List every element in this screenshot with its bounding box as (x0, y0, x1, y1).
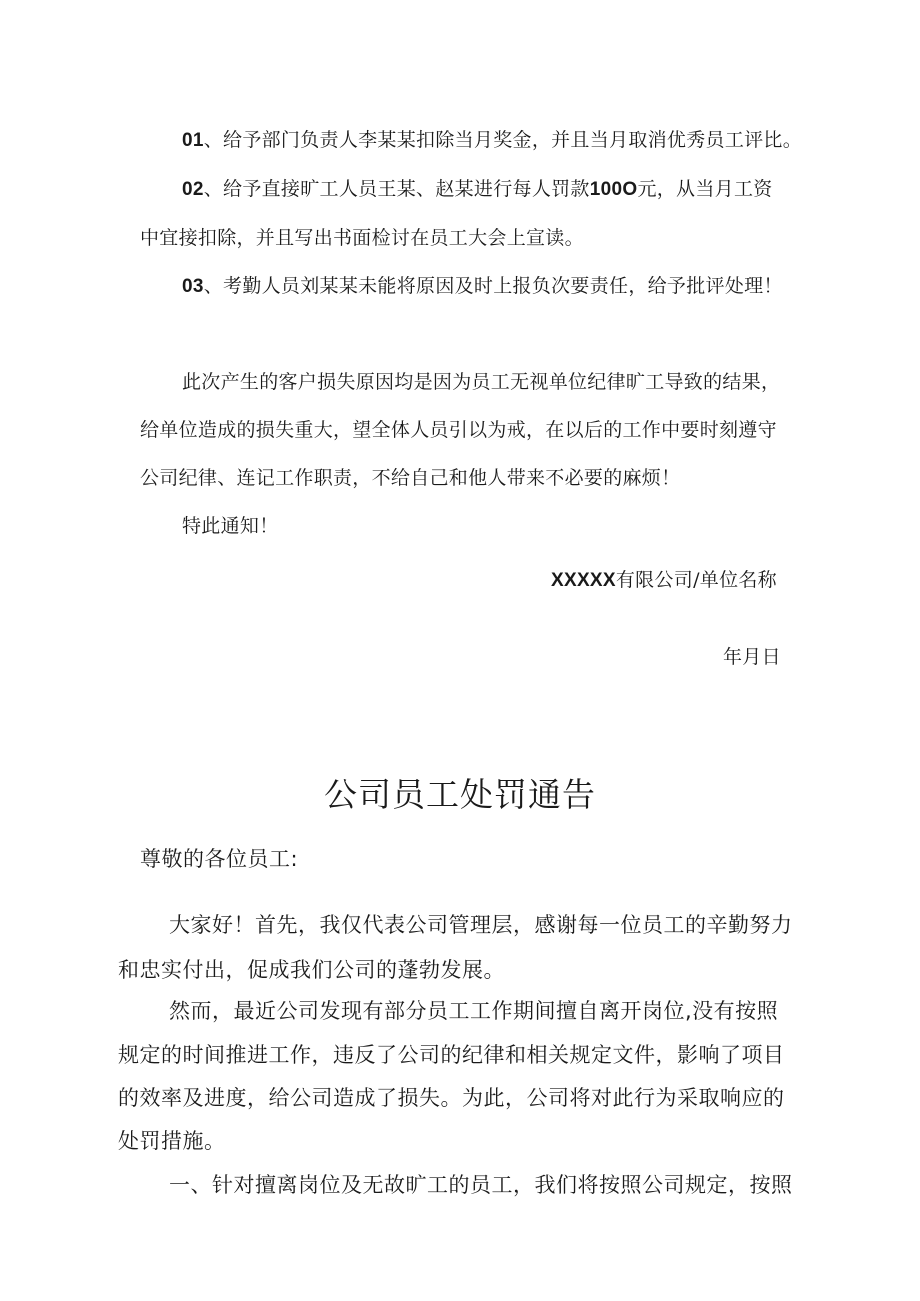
item-3-number: 03 (182, 276, 204, 297)
para-2-line-2: 规定的时间推进工作，违反了公司的纪律和相关规定文件，影响了项目 (118, 1043, 785, 1067)
item-1-text: 、给予部门负责人李某某扣除当月奖金，并且当月取消优秀员工评比。 (203, 129, 803, 151)
signature-company-name: 有限公司/单位名称 (615, 569, 777, 591)
item-2-line-1 (182, 180, 773, 199)
item-2-line-2: 中宜接扣除，并且写出书面检讨在员工大会上宣读。 (140, 227, 584, 249)
signature (551, 571, 777, 590)
conclusion-line-3: 公司纪律、连记工作职责，不给自己和他人带来不必要的麻烦！ (140, 467, 681, 489)
item-1-number: 01 (182, 130, 204, 151)
para-3-line-1: 一、针对擅离岗位及无故旷工的员工，我们将按照公司规定，按照 (169, 1173, 793, 1197)
item-2-text-b: 元，从当月工资 (637, 178, 773, 200)
para-1-line-1: 大家好！首先，我仅代表公司管理层，感谢每一位员工的辛勤努力 (169, 913, 793, 937)
item-2-text-a: 、给予直接旷工人员王某、赵某进行每人罚款 (203, 178, 590, 200)
para-2-line-4: 处罚措施。 (118, 1129, 226, 1153)
notice-text: 特此通知！ (182, 515, 279, 537)
date-line: 年月日 (723, 646, 781, 668)
salutation: 尊敬的各位员工: (140, 847, 299, 871)
para-2-line-1: 然而，最近公司发现有部分员工工作期间擅自离开岗位,没有按照 (169, 999, 779, 1023)
item-3-text: 、考勤人员刘某某未能将原因及时上报负次要责任，给予批评处理！ (203, 275, 783, 297)
conclusion-line-1: 此次产生的客户损失原因均是因为员工无视单位纪律旷工导致的结果， (182, 371, 781, 393)
para-2-line-3: 的效率及进度，给公司造成了损失。为此，公司将对此行为采取响应的 (118, 1086, 785, 1110)
item-3 (182, 277, 783, 296)
item-2-number: 02 (182, 179, 204, 200)
signature-company-placeholder: XXXXX (551, 570, 616, 591)
conclusion-line-2: 给单位造成的损失重大，望全体人员引以为戒，在以后的工作中要时刻遵守 (140, 419, 777, 441)
page-title: 公司员工处罚通告 (324, 775, 596, 814)
item-1 (182, 131, 802, 150)
para-1-line-2: 和忠实付出，促成我们公司的蓬勃发展。 (118, 958, 505, 982)
item-2-amount: 100O (589, 179, 638, 200)
